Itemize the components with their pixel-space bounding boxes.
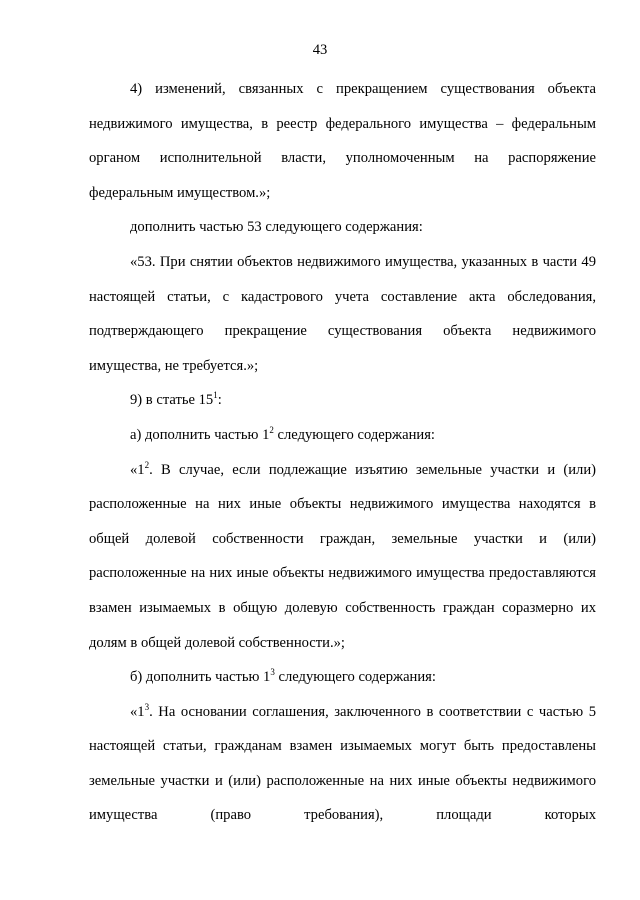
paragraph-part-1-2-text — [89, 453, 596, 661]
paragraph-text: . В случае, если подлежащие изъятию земельные участки и (или) расположенные на них иные объекты недвижимого имущества находятся в общей долевой собственности граждан, земельные участки и (или) расположенные на них иные объекты недвижимого имущества предоставляются взамен изымаемых в общую долевую собственность граждан соразмерно их долям в общей долевой собственности.»; — [89, 461, 596, 651]
paragraph-text: а) дополнить частью 1 — [130, 426, 270, 443]
document-body — [89, 72, 596, 833]
paragraph-part-53-text: «53. При снятии объектов недвижимого имущества, указанных в части 49 настоящей статьи, с кадастрового учета составление акта обследования, подтверждающего прекращение существования объекта недвижимого имущества, не требуется.»; — [89, 253, 596, 374]
paragraph-text: следующего содержания: — [274, 669, 436, 686]
paragraph-text: б) дополнить частью 1 — [130, 669, 271, 686]
paragraph-amend-part-53: дополнить частью 53 следующего содержания: — [130, 219, 423, 236]
superscript: 3 — [144, 701, 150, 712]
paragraph-text: следующего содержания: — [273, 426, 435, 443]
superscript: 2 — [144, 459, 150, 470]
paragraph-article-15-1 — [89, 383, 596, 418]
paragraph-part-1-3-text — [89, 695, 596, 833]
superscript: 3 — [270, 667, 275, 678]
paragraph-text: . На основании соглашения, заключенного в соответствии с частью 5 настоящей статьи, гражданам взамен изымаемых могут быть предоставлены земельные участки и (или) расположенные на них иные объекты недвижимого имущества (право требования), площади которых — [89, 703, 596, 824]
superscript: 1 — [213, 390, 218, 401]
page-number: 43 — [312, 42, 328, 58]
paragraph-item-4: 4) изменений, связанных с прекращением существования объекта недвижимого имущества, в реестр федерального имущества – федеральным органом исполнительной власти, уполномоченным на распоряжение федеральным имуществом.»; — [89, 81, 596, 201]
superscript: 2 — [269, 425, 274, 436]
paragraph-text: : — [217, 392, 222, 409]
paragraph-text: «1 — [130, 461, 145, 478]
paragraph-text: «1 — [130, 703, 145, 720]
paragraph-text: 9) в статье 15 — [130, 392, 214, 409]
paragraph-sub-a — [89, 418, 596, 453]
paragraph-sub-b — [89, 660, 596, 695]
